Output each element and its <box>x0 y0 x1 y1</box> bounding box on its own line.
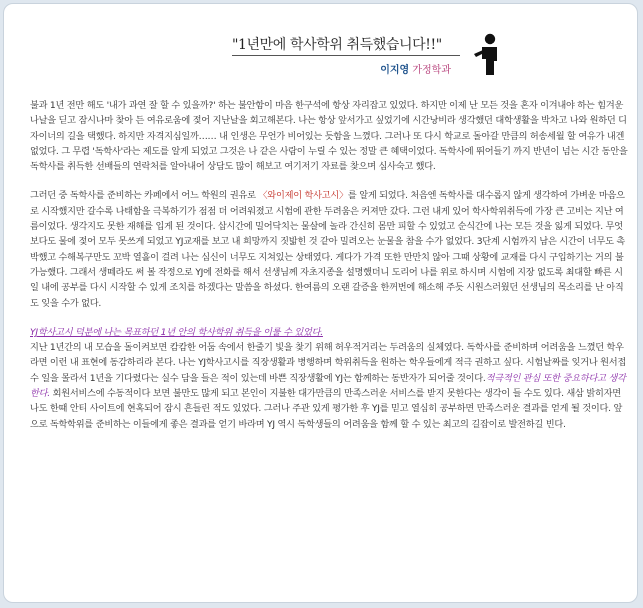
author-department: 가정학과 <box>412 65 451 76</box>
paragraph-conclusion <box>30 325 630 432</box>
article-body <box>30 98 630 446</box>
title-underline <box>232 55 460 56</box>
paragraph-conclusion-part-2: 회원서비스에 수동적이다 보면 불만도 많게 되고 본인이 지불한 대가만큼의 만족스러운 서비스를 받지 못한다는 생각이 들 수도 있다. 새삼 밝히자면 나도 한때 안티 사이트에 현혹되어 잠시 흔들린 적도 있었다. 그러나 주관 있게 평가한 후 YJ를 믿고 열심히 공부하면 만족스러운 결과를 얻게 될 것이다. 앞으로 독학학위를 준비하는 이들에게 좋은 결과를 얻기 바라며 YJ 역시 독학생들의 어려움을 함께 할 수 있는 최고의 길잡이로 발전하길 빈다. <box>30 388 623 430</box>
emphasis-highlight: 적극적인 관심 또한 중요하다고 생각한다. <box>30 372 626 400</box>
academy-name-highlight: 〈와이제이 학사고시〉 <box>258 190 348 202</box>
paragraph-story <box>30 188 630 310</box>
paragraph-conclusion-part-1: 지난 1년간의 내 모습을 돌이켜보면 캄캄한 어둠 속에서 한줄기 빛을 찾기 위해 허우적거리는 두려움의 실체였다. 독학사를 준비하며 어려움을 느꼈던 학우라면 이런 내 표현에 동감하리라 본다. 나는 YJ학사고시를 직장생활과 병행하며 학위취득을 원하는 학우들에게 적극 권하고 싶다. 시험날짜를 잊거나 원서접수 일을 몰라서 1년을 기다렸다는 실수 담을 들은 적이 있는데 바쁜 직장생활에 YJ는 함께하는 동반자가 되어줄 것이다. <box>30 342 626 384</box>
byline <box>380 61 451 76</box>
paragraph-story-part-1: 그러던 중 독학사를 준비하는 카페에서 어느 학원의 권유로 <box>30 190 259 202</box>
conclusion-heading: YJ학사고시 덕분에 나는 목표하던 1년 안의 학사학위 취득을 이룰 수 있었다. <box>30 326 323 338</box>
author-name: 이지영 <box>380 65 410 76</box>
title-block <box>232 34 460 54</box>
article-card <box>3 3 638 603</box>
person-silhouette-icon <box>473 33 501 75</box>
paragraph-intro: 불과 1년 전만 해도 '내가 과연 잘 할 수 있을까?' 하는 불안함이 마음 한구석에 항상 자리잡고 있었다. 하지만 이제 난 모든 것을 혼자 이겨내야 하는 힘겨운 나날을 딛고 잠시나마 찾아 든 여유로움에 젖어 지난날을 회고해본다. 나는 항상 앞서가고 싶었기에 시간낭비라 생각했던 대학생활을 박차고 나와 원하던 디자이너의 길을 택했다. 하지만 자격지심일까…… 내 인생은 무언가 비어있는 듯함을 느꼈다. 그러나 또 다시 학교로 돌아갈 만큼의 허송세월 할 여유가 내겐 없었다. 그 무렵 '독학사'라는 제도를 알게 되었고 그것은 나 같은 사람이 누릴 수 있는 정말 큰 혜택이었다. 독학사에 뛰어들기 까지 반년이 넘는 시간 동안을 독학사를 취득한 선배들의 연락처를 알아내어 상담도 많이 해보고 여기저기 자료를 찾으며 심사숙고 했다. <box>30 100 628 173</box>
article-title: "1년만에 학사학위 취득했습니다!!" <box>232 37 442 53</box>
paragraph-story-part-2: 를 알게 되었다. 처음엔 독학사를 대수롭지 않게 생각하여 가벼운 마음으로 시작했지만 갈수록 나태함을 극복하기가 점점 더 어려워졌고 시험에 관한 두려움은 커져만 갔다. 그런 내게 있어 학사학위취득에 가장 큰 고비는 지난 여름이었다. 생각지도 못한 재해를 입게 된 것이다. 삽시간에 밀어닥치는 물살에 놀라 간신히 몸만 피할 수 있었고 순식간에 나는 모든 것을 잃게 되었다. 무엇보다도 물에 젖어 모두 못쓰게 되었고 YJ교재를 보고 내 희망까지 짓밟힌 것 같아 밀려오는 눈물을 참을 수가 없었다. 3단계 시험까지 남은 시간이 너무도 촉박했고 수해복구만도 꼬박 열흘이 걸려 나는 심신이 너무도 지쳐있는 상태였다. 게다가 가격 또한 만만치 않아 그때 상황에 교재를 다시 구입하기는 거의 불가능했다. 그래서 생떼라도 써 볼 작정으로 YJ에 전화를 해서 선생님께 자초지종을 설명했더니 도리어 나를 위로 하시며 시험에 지장 없도록 최대할 빠른 시일 내에 공부를 다시 시작할 수 있게 조치를 하겠다는 말씀을 하셨다. 한여름의 오랜 갈증을 한꺼번에 해소해 주듯 시원스러웠던 선생님의 목소리를 난 아직도 잊을 수가 없다. <box>30 190 626 309</box>
